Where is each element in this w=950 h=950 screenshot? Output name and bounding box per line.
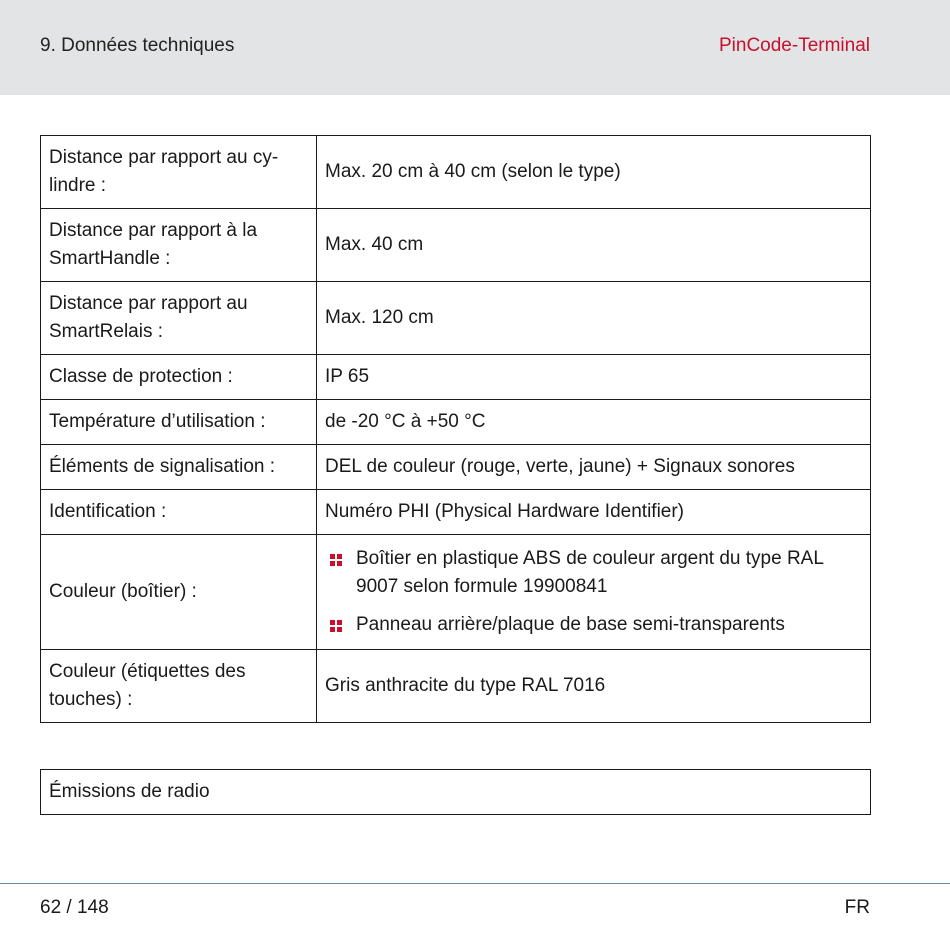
row-value: Gris anthracite du type RAL 7016 [317, 650, 871, 723]
table-row [41, 136, 871, 209]
list-item [325, 545, 862, 601]
row-value: de -20 °C à +50 °C [317, 400, 871, 445]
page-number: 62 / 148 [40, 897, 109, 918]
square-bullet-icon [330, 620, 342, 632]
row-label: Couleur (boîtier) : [41, 535, 317, 650]
table-row [41, 445, 871, 490]
product-name: PinCode-Terminal [718, 35, 870, 56]
section-title: 9. Données techniques [40, 35, 235, 56]
row-value: Max. 20 cm à 40 cm (selon le type) [317, 136, 871, 209]
square-bullet-icon [330, 554, 342, 566]
table-row [41, 282, 871, 355]
table-row [41, 535, 871, 650]
spec-table [40, 135, 871, 723]
language-code: FR [844, 897, 870, 918]
table-row [41, 400, 871, 445]
page-header [0, 0, 950, 95]
table-row [41, 355, 871, 400]
table-row [41, 490, 871, 535]
row-label: Température d’utilisation : [41, 400, 317, 445]
list-item-text: Boîtier en plastique ABS de couleur argent du type RAL 9007 selon formule 19900841 [356, 548, 824, 597]
bullet-list [325, 545, 862, 639]
row-label: Distance par rapport au cy-lindre : [41, 136, 317, 209]
row-value [317, 535, 871, 650]
row-value: Numéro PHI (Physical Hardware Identifier) [317, 490, 871, 535]
list-item-text: Panneau arrière/plaque de base semi-transparents [356, 614, 785, 635]
row-label: Couleur (étiquettes des touches) : [41, 650, 317, 723]
row-value: DEL de couleur (rouge, verte, jaune) + Signaux sonores [317, 445, 871, 490]
row-value: IP 65 [317, 355, 871, 400]
row-label: Distance par rapport au SmartRelais : [41, 282, 317, 355]
row-label: Identification : [41, 490, 317, 535]
footer-divider [0, 883, 950, 884]
row-label: Classe de protection : [41, 355, 317, 400]
table-row [41, 650, 871, 723]
row-value: Max. 120 cm [317, 282, 871, 355]
row-label: Distance par rapport à la SmartHandle : [41, 209, 317, 282]
radio-emissions-heading: Émissions de radio [40, 769, 871, 815]
row-value: Max. 40 cm [317, 209, 871, 282]
row-label: Éléments de signalisation : [41, 445, 317, 490]
list-item [325, 611, 862, 639]
table-row [41, 209, 871, 282]
